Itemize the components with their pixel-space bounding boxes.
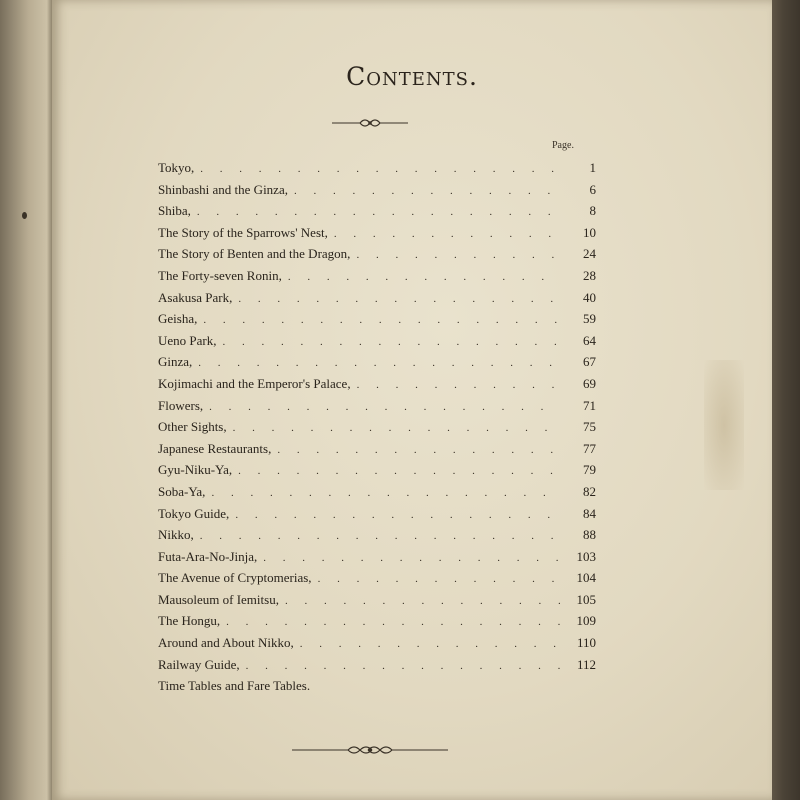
contents-page	[52, 0, 772, 800]
dot-leader	[226, 616, 560, 628]
toc-entry-page: 88	[583, 527, 596, 543]
dot-leader	[238, 293, 560, 305]
toc-entry-page: 103	[576, 548, 596, 564]
toc-entry-title: Mausoleum of Iemitsu,	[158, 591, 279, 607]
dot-leader	[318, 573, 560, 585]
toc-entry	[158, 354, 596, 376]
toc-entry-page: 8	[589, 203, 596, 219]
toc-entry-title: The Forty-seven Ronin,	[158, 267, 282, 283]
toc-entry-title: Ueno Park,	[158, 332, 217, 348]
toc-entry-title: The Hongu,	[158, 613, 221, 629]
toc-entry-title: Shiba,	[158, 203, 191, 219]
left-page-edge	[0, 0, 52, 800]
dot-leader	[197, 206, 560, 218]
toc-entry-page: 105	[576, 591, 596, 607]
toc-entry	[158, 311, 596, 333]
toc-entry-title: Asakusa Park,	[158, 289, 233, 305]
dot-leader	[200, 530, 560, 542]
toc-entry	[158, 182, 596, 204]
toc-entry	[158, 333, 596, 355]
toc-entry-title: The Story of Benten and the Dragon,	[158, 246, 351, 262]
toc-entry-title: Tokyo,	[158, 160, 195, 175]
toc-entry	[158, 657, 596, 679]
toc-entry-page: 64	[583, 332, 596, 348]
dot-leader	[277, 444, 560, 456]
toc-entry	[158, 376, 596, 398]
toc-entry-title: Futa-Ara-No-Jinja,	[158, 548, 258, 564]
toc-entry	[158, 225, 596, 247]
top-ornament-icon	[330, 116, 410, 130]
dot-leader	[294, 185, 560, 197]
toc-entry	[158, 506, 596, 528]
toc-entry	[158, 635, 596, 657]
toc-entry-title: Geisha,	[158, 311, 198, 327]
toc-entry-title: Nikko,	[158, 527, 194, 543]
dot-leader	[200, 163, 560, 175]
toc-entry-page: 69	[583, 375, 596, 391]
dot-leader	[211, 487, 560, 499]
toc-entry-title: Time Tables and Fare Tables.	[158, 678, 311, 694]
toc-entry	[158, 462, 596, 484]
toc-entry	[158, 484, 596, 506]
dot-leader	[203, 314, 560, 326]
toc-entry	[158, 268, 596, 290]
toc-entry-page: 67	[583, 354, 596, 370]
toc-entry-page: 104	[576, 570, 596, 586]
dot-leader	[223, 336, 561, 348]
toc-entry-page: 1	[589, 160, 596, 175]
dot-leader	[300, 638, 560, 650]
paper-stain	[704, 360, 744, 490]
toc-entry-page: 75	[583, 419, 596, 435]
toc-entry-page: 110	[576, 635, 596, 651]
toc-entry-title: Soba-Ya,	[158, 483, 206, 499]
dot-leader	[356, 249, 560, 261]
left-page-mark	[22, 212, 27, 219]
toc-entry-page: 82	[583, 483, 596, 499]
toc-entry-page: 112	[576, 656, 596, 672]
dot-leader	[285, 595, 560, 607]
toc-entry	[158, 678, 596, 700]
toc-entry-page: 77	[583, 440, 596, 456]
toc-entry-title: Ginza,	[158, 354, 193, 370]
toc-entry-title: The Avenue of Cryptomerias,	[158, 570, 312, 586]
toc-entry	[158, 527, 596, 549]
dot-leader	[198, 357, 560, 369]
page-title: Contents.	[346, 62, 478, 91]
toc-entry-page: 71	[583, 397, 596, 413]
dot-leader	[238, 465, 560, 477]
toc-entry-title: Railway Guide,	[158, 656, 240, 672]
bottom-ornament-icon	[290, 742, 450, 758]
toc-entry	[158, 613, 596, 635]
toc-entry	[158, 203, 596, 225]
table-of-contents	[158, 160, 596, 700]
dot-leader	[209, 401, 560, 413]
toc-entry	[158, 592, 596, 614]
toc-entry	[158, 160, 596, 182]
dot-leader	[235, 509, 560, 521]
toc-entry-page: 40	[583, 289, 596, 305]
toc-entry-page: 24	[583, 246, 596, 262]
toc-entry-title: Other Sights,	[158, 419, 227, 435]
toc-entry-page: 10	[583, 224, 596, 240]
page-column-label: Page.	[552, 140, 574, 151]
toc-entry	[158, 398, 596, 420]
toc-entry	[158, 441, 596, 463]
toc-entry-title: Around and About Nikko,	[158, 635, 294, 651]
toc-entry	[158, 549, 596, 571]
toc-entry-title: The Story of the Sparrows' Nest,	[158, 224, 328, 240]
toc-entry-page: 6	[589, 181, 596, 197]
toc-entry	[158, 246, 596, 268]
dot-leader	[246, 660, 560, 672]
toc-entry-page: 84	[583, 505, 596, 521]
dot-leader	[357, 379, 560, 391]
toc-entry	[158, 419, 596, 441]
dot-leader	[233, 422, 560, 434]
toc-entry-page: 79	[583, 462, 596, 478]
toc-entry-title: Kojimachi and the Emperor's Palace,	[158, 375, 351, 391]
dot-leader	[288, 271, 560, 283]
toc-entry-page: 59	[583, 311, 596, 327]
toc-entry	[158, 290, 596, 312]
toc-entry-title: Shinbashi and the Ginza,	[158, 181, 288, 197]
dot-leader	[263, 552, 560, 564]
toc-entry-title: Gyu-Niku-Ya,	[158, 462, 233, 478]
toc-entry-title: Japanese Restaurants,	[158, 440, 272, 456]
toc-entry-page: 109	[576, 613, 596, 629]
toc-entry-title: Flowers,	[158, 397, 204, 413]
dot-leader	[334, 228, 560, 240]
toc-entry	[158, 570, 596, 592]
toc-entry-title: Tokyo Guide,	[158, 505, 230, 521]
toc-entry-page: 28	[583, 267, 596, 283]
book-cover-edge	[772, 0, 800, 800]
